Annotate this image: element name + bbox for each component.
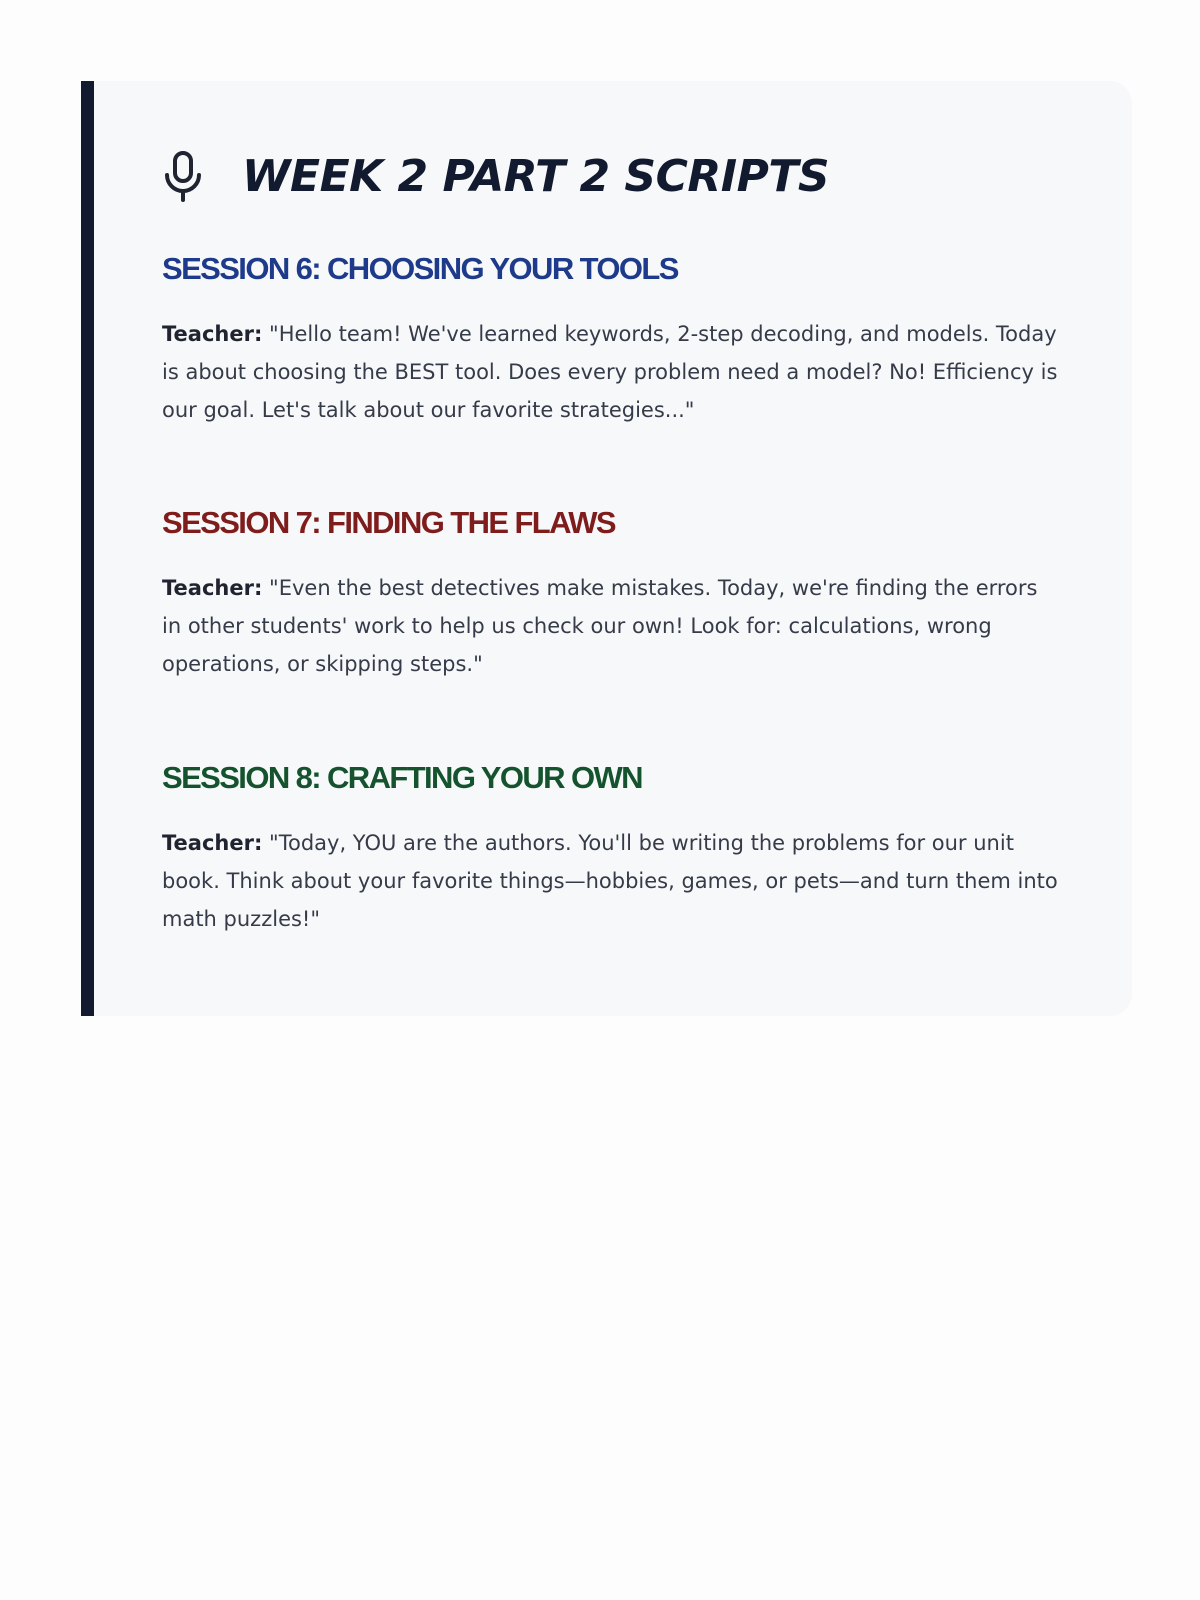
page-title: WEEK 2 PART 2 SCRIPTS xyxy=(242,151,830,202)
speaker-label: Teacher: xyxy=(162,576,263,600)
scripts-card xyxy=(81,81,1132,1016)
script-text: "Today, YOU are the authors. You'll be writing the problems for our unit book. Think about your favorite things—hobbies, games, or pets—and turn them into math puzzles!" xyxy=(162,831,1058,931)
session-8 xyxy=(162,758,1092,938)
script-text: "Even the best detectives make mistakes. Today, we're finding the errors in other students' work to help us check our own! Look for: calculations, wrong operations, or skipping steps." xyxy=(162,576,1038,676)
session-6-title: SESSION 6: CHOOSING YOUR TOOLS xyxy=(162,251,678,286)
session-7 xyxy=(162,503,1092,683)
session-7-title: SESSION 7: FINDING THE FLAWS xyxy=(162,505,615,540)
session-8-title: SESSION 8: CRAFTING YOUR OWN xyxy=(162,760,642,795)
microphone-icon xyxy=(162,149,204,205)
session-7-script xyxy=(162,569,1062,683)
card-header xyxy=(162,149,1092,205)
session-6 xyxy=(162,249,1092,429)
speaker-label: Teacher: xyxy=(162,831,263,855)
session-6-script xyxy=(162,315,1062,429)
script-text: "Hello team! We've learned keywords, 2-step decoding, and models. Today is about choosing the BEST tool. Does every problem need a model? No! Efficiency is our goal. Let's talk about our favorite strategies..." xyxy=(162,322,1058,422)
session-8-script xyxy=(162,824,1062,938)
speaker-label: Teacher: xyxy=(162,322,263,346)
